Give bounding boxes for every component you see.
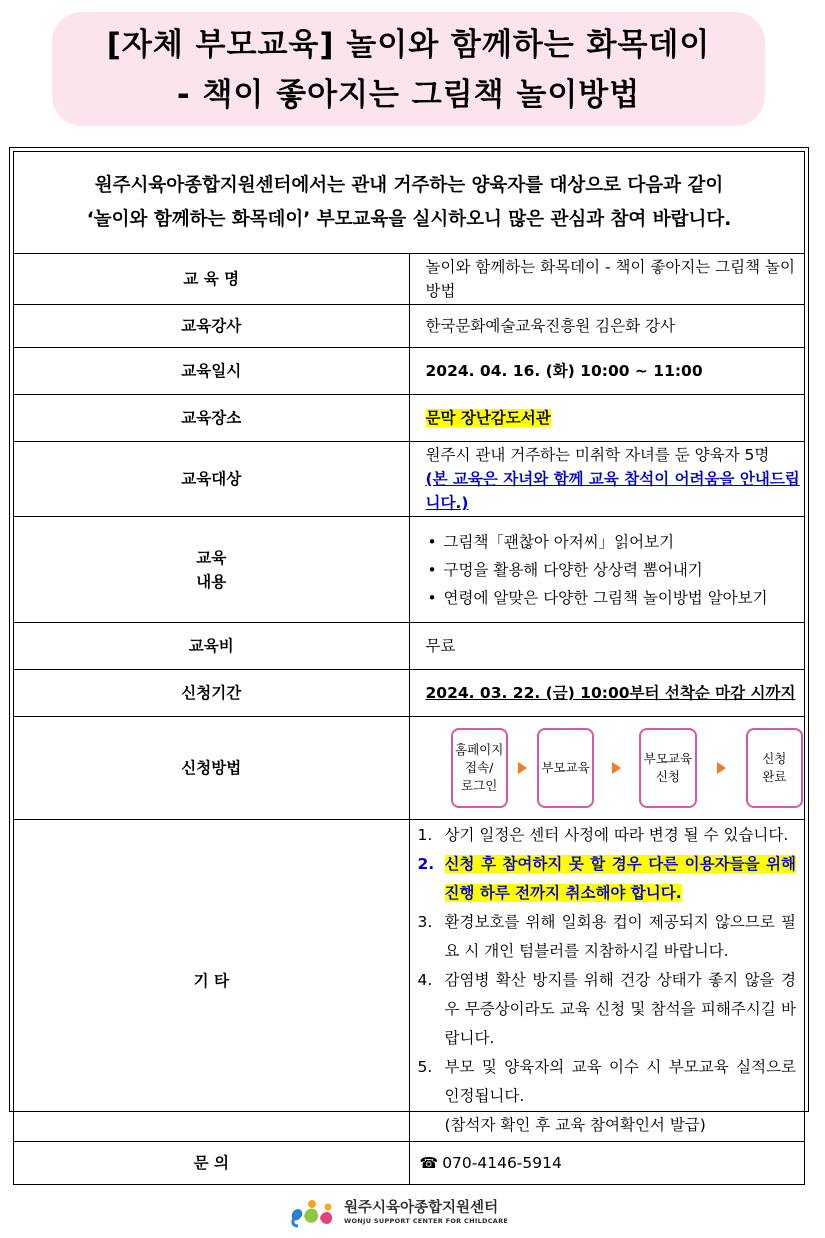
label-etc: 기 타	[14, 820, 410, 1142]
note-number: 5.	[417, 1058, 433, 1076]
target-note: (본 교육은 자녀와 함께 교육 참석이 어려움을 안내드립니다.)	[425, 470, 800, 512]
note-text: 신청 후 참여하지 못 할 경우 다른 이용자들을 위해 진행 하루 전까지 취소해야 합니다.	[444, 855, 796, 902]
label-place: 교육장소	[14, 395, 410, 442]
note-number: 4.	[417, 971, 433, 989]
note-number: 1.	[417, 826, 433, 844]
row-apply-period	[14, 670, 805, 717]
row-target	[14, 442, 805, 517]
row-apply-method	[14, 717, 805, 820]
row-instructor	[14, 305, 805, 348]
list-item	[418, 850, 797, 908]
step-complete	[746, 728, 803, 808]
step-text: 접속/	[465, 760, 494, 775]
value-contact: 070-4146-5914	[442, 1154, 562, 1172]
label-content-l1: 교육	[196, 548, 227, 567]
notes-list	[418, 821, 797, 1111]
arrow-right-icon	[717, 762, 726, 774]
intro-text	[14, 152, 805, 254]
footer-name-en: WONJU SUPPORT CENTER FOR CHILDCARE	[344, 1217, 509, 1225]
content-item-text: 그림책「괜찮아 아저씨」읽어보기	[443, 532, 675, 551]
phone-icon: ☎	[419, 1154, 439, 1172]
footer-name-ko: 원주시육아종합지원센터	[344, 1200, 499, 1216]
row-content	[14, 517, 805, 623]
label-fee: 교육비	[14, 623, 410, 670]
intro-line-1: 원주시육아종합지원센터에서는 관내 거주하는 양육자를 대상으로 다음과 같이	[94, 174, 724, 196]
note-text: 부모 및 양육자의 교육 이수 시 부모교육 실적으로 인정됩니다.	[444, 1058, 796, 1105]
note-text: 감염병 확산 방지를 위해 건강 상태가 좋지 않을 경우 무증상이라도 교육 신청 및 참석을 피해주시길 바랍니다.	[444, 971, 796, 1047]
list-item	[426, 584, 804, 612]
list-item	[418, 908, 797, 966]
label-contact: 문 의	[14, 1142, 410, 1185]
step-apply	[639, 728, 696, 808]
row-name	[14, 254, 805, 305]
center-logo-icon	[288, 1196, 338, 1230]
list-item	[426, 528, 804, 556]
bullet-icon: •	[427, 588, 437, 607]
footer-logo	[288, 1196, 508, 1230]
note-number: 2.	[417, 855, 435, 873]
apply-flow	[411, 728, 804, 808]
list-item	[418, 821, 797, 850]
step-text: 부모교육	[541, 760, 590, 775]
title-line-1: [자체 부모교육] 놀이와 함께하는 화목데이	[106, 27, 711, 63]
label-apply-method: 신청방법	[14, 717, 410, 820]
step-text: 로그인	[461, 778, 498, 793]
value-instructor: 한국문화예술교육진흥원 김은화 강사	[409, 305, 805, 348]
label-instructor: 교육강사	[14, 305, 410, 348]
content-item-text: 구멍을 활용해 다양한 상상력 뽐어내기	[443, 560, 703, 579]
content-list	[426, 528, 804, 612]
title-line-2: - 책이 좋아지는 그림책 놀이방법	[176, 77, 641, 113]
note-sub: (참석자 확인 후 교육 참여확인서 발급)	[444, 1116, 706, 1134]
label-target: 교육대상	[14, 442, 410, 517]
info-frame	[9, 147, 809, 1172]
step-text: 신청	[655, 769, 681, 784]
value-fee: 무료	[409, 623, 805, 670]
footer-text	[344, 1200, 508, 1226]
bullet-icon: •	[427, 532, 437, 551]
step-login	[451, 728, 508, 808]
arrow-right-icon	[612, 762, 621, 774]
value-target: 원주시 관내 거주하는 미취학 자녀를 둔 양육자 5명	[425, 446, 770, 464]
row-fee	[14, 623, 805, 670]
note-number: 3.	[417, 913, 433, 931]
title-banner	[52, 12, 765, 126]
value-place: 문막 장난감도서관	[425, 409, 551, 427]
list-item	[426, 556, 804, 584]
step-text: 완료	[762, 769, 787, 784]
intro-line-2: ‘놀이와 함께하는 화목데이’ 부모교육을 실시하오니 많은 관심과 참여 바랍니다.	[86, 208, 732, 230]
step-parent-edu	[537, 728, 594, 808]
note-text: 환경보호를 위해 일회용 컵이 제공되지 않으므로 필요 시 개인 텀블러를 지참하시길 바랍니다.	[444, 913, 796, 960]
label-content-l2: 내용	[196, 572, 227, 591]
row-contact	[14, 1142, 805, 1185]
value-date: 2024. 04. 16. (화) 10:00 ~ 11:00	[409, 348, 805, 395]
row-place	[14, 395, 805, 442]
value-apply-period: 2024. 03. 22. (금) 10:00부터 선착순 마감 시까지	[425, 684, 796, 702]
list-item	[418, 1053, 797, 1111]
step-text: 홈페이지	[455, 742, 504, 757]
step-text: 부모교육	[643, 751, 693, 766]
value-name: 놀이와 함께하는 화목데이 - 책이 좋아지는 그림책 놀이방법	[409, 254, 805, 305]
label-content	[14, 517, 410, 623]
label-date: 교육일시	[14, 348, 410, 395]
bullet-icon: •	[427, 560, 437, 579]
row-etc	[14, 820, 805, 1142]
note-text: 상기 일정은 센터 사정에 따라 변경 될 수 있습니다.	[444, 826, 789, 844]
step-text: 신청	[762, 751, 787, 766]
content-item-text: 연령에 알맞은 다양한 그림책 놀이방법 알아보기	[443, 588, 768, 607]
label-name: 교 육 명	[14, 254, 410, 305]
list-item	[418, 966, 797, 1053]
label-apply-period: 신청기간	[14, 670, 410, 717]
row-date	[14, 348, 805, 395]
arrow-right-icon	[518, 762, 527, 774]
info-table	[13, 151, 805, 1185]
